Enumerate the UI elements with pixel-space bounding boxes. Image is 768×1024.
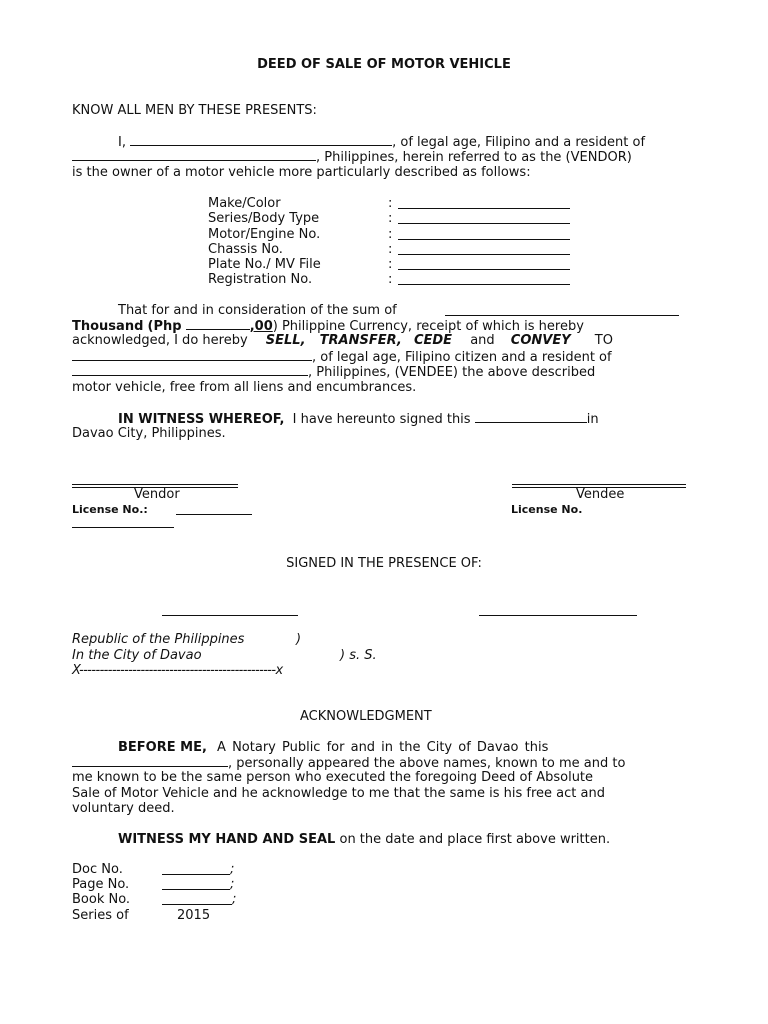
ack-line5: voluntary deed. (72, 801, 175, 816)
vendor-license-blank[interactable] (176, 514, 252, 515)
vendor-license-label: License No.: (72, 503, 148, 516)
page-no-blank[interactable] (162, 889, 230, 890)
para2-line3: acknowledged, I do hereby SELL, TRANSFER, CEDE and CONVEY TO (72, 333, 613, 348)
witness1-line[interactable] (162, 615, 298, 616)
venue-paren2: ) s. S. (340, 648, 377, 663)
amount-blank[interactable] (186, 318, 250, 330)
doc-no-blank[interactable] (162, 874, 230, 875)
ack-line3: me known to be the same person who executed the foregoing Deed of Absolute (72, 770, 594, 785)
field-plate-mv: Plate No./ MV File (208, 257, 321, 272)
ack-line1: BEFORE ME, A Notary Public for and in the City of Davao this (118, 740, 549, 755)
ack-line2: , personally appeared the above names, known to me and to (72, 755, 625, 772)
vendor-license-blank-2[interactable] (72, 527, 174, 528)
series-year: 2015 (177, 908, 211, 923)
notary-doc-label: Doc No. (72, 862, 123, 877)
vendee-signature-line[interactable] (512, 484, 686, 485)
ack-line4: Sale of Motor Vehicle and he acknowledge to me that the same is his free act and (72, 786, 605, 801)
vendee-license-label: License No. (511, 503, 583, 516)
presence-heading: SIGNED IN THE PRESENCE OF: (286, 556, 482, 571)
field-chassis: Chassis No. (208, 242, 283, 257)
para2-line6: motor vehicle, free from all liens and encumbrances. (72, 380, 417, 395)
venue-city: In the City of Davao (72, 648, 202, 663)
venue-paren1: ) (296, 632, 302, 647)
book-semicolon: ; (232, 892, 237, 907)
vendee-address-blank[interactable] (72, 364, 308, 376)
book-no-blank[interactable] (162, 904, 232, 905)
notary-book-label: Book No. (72, 892, 131, 907)
colon: : (388, 211, 393, 226)
field-motor-engine: Motor/Engine No. (208, 227, 321, 242)
colon: : (388, 196, 393, 211)
field-registration: Registration No. (208, 272, 313, 287)
venue-republic: Republic of the Philippines (72, 632, 245, 647)
page-semicolon: ; (230, 877, 235, 892)
witness2-line[interactable] (479, 615, 637, 616)
vendor-label: Vendor (134, 487, 180, 502)
para2-line2: Thousand (Php ,00) Philippine Currency, receipt of which is hereby (72, 319, 584, 334)
ack-witness-line: WITNESS MY HAND AND SEAL on the date and place first above written. (118, 832, 611, 847)
series-body-blank[interactable] (398, 223, 570, 224)
colon: : (388, 242, 393, 257)
para2-line4: , of legal age, Filipino citizen and a resident of (72, 349, 612, 366)
vendor-address-blank[interactable] (72, 149, 316, 161)
field-make-color: Make/Color (208, 196, 281, 211)
field-series-body: Series/Body Type (208, 211, 320, 226)
plate-mv-blank[interactable] (398, 269, 570, 270)
para1-line3: is the owner of a motor vehicle more particularly described as follows: (72, 165, 531, 180)
para2-line1: That for and in consideration of the sum of (118, 303, 397, 318)
signed-date-blank[interactable] (475, 411, 587, 423)
colon: : (388, 257, 393, 272)
document-title: DEED OF SALE OF MOTOR VEHICLE (257, 57, 511, 72)
notary-series-label: Series of (72, 908, 129, 923)
doc-semicolon: ; (230, 862, 235, 877)
vendee-label: Vendee (576, 487, 625, 502)
witness-line1: IN WITNESS WHEREOF, I have hereunto signed this in (118, 412, 599, 427)
acknowledgment-heading: ACKNOWLEDGMENT (300, 709, 432, 724)
opening-line: KNOW ALL MEN BY THESE PRESENTS: (72, 103, 317, 118)
witness-line2: Davao City, Philippines. (72, 426, 226, 441)
chassis-blank[interactable] (398, 254, 570, 255)
notary-page-label: Page No. (72, 877, 130, 892)
venue-separator: X------------------------------------------------x (72, 663, 283, 678)
make-color-blank[interactable] (398, 208, 570, 209)
colon: : (388, 227, 393, 242)
sum-words-blank[interactable] (445, 315, 679, 316)
vendor-signature-line[interactable] (72, 484, 238, 485)
para1-line2: , Philippines, herein referred to as the (VENDOR) (72, 149, 632, 166)
vendee-name-blank[interactable] (72, 349, 312, 361)
ack-date-blank[interactable] (72, 755, 228, 767)
motor-engine-blank[interactable] (398, 239, 570, 240)
para1-line1: I, , of legal age, Filipino and a resident of (118, 135, 646, 150)
vendor-name-blank[interactable] (130, 134, 392, 146)
registration-blank[interactable] (398, 284, 570, 285)
para2-line5: , Philippines, (VENDEE) the above described (72, 364, 595, 381)
colon: : (388, 272, 393, 287)
